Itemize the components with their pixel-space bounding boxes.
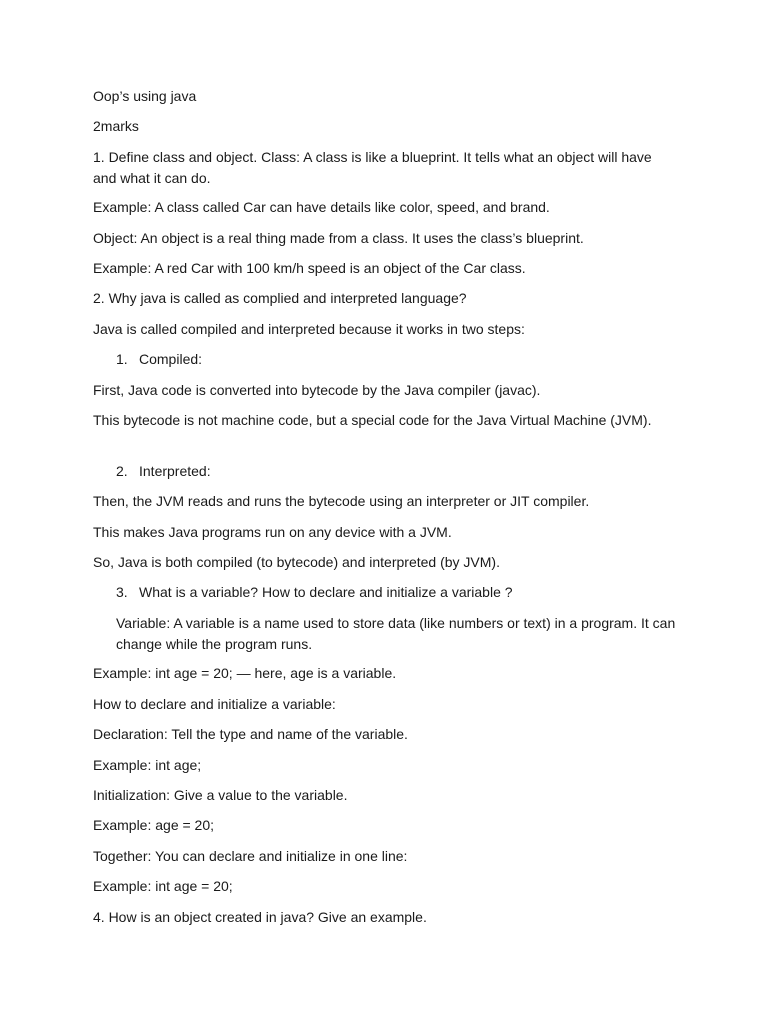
step1-line2: This bytecode is not machine code, but a special code for the Java Virtual Machine (JVM). (93, 412, 652, 428)
q2-heading: 2. Why java is called as complied and interpreted language? (93, 290, 467, 306)
section-heading: 2marks (93, 118, 139, 134)
q2-summary: So, Java is both compiled (to bytecode) and interpreted (by JVM). (93, 554, 500, 570)
q3-heading: What is a variable? How to declare and initialize a variable ? (139, 584, 513, 600)
q1-object-example: Example: A red Car with 100 km/h speed is an object of the Car class. (93, 260, 526, 276)
document-title: Oop’s using java (93, 88, 197, 104)
q1-object-definition: Object: An object is a real thing made from a class. It uses the class’s blueprint. (93, 230, 584, 246)
step1-label: Compiled: (139, 351, 203, 367)
q3-declaration-example: Example: int age; (93, 757, 202, 773)
q3-together-example: Example: int age = 20; (93, 878, 233, 894)
q1-class-example: Example: A class called Car can have details like color, speed, and brand. (93, 199, 550, 215)
q3-howto: How to declare and initialize a variable: (93, 696, 336, 712)
step2-line1: Then, the JVM reads and runs the bytecode using an interpreter or JIT compiler. (93, 493, 590, 509)
step1-line1: First, Java code is converted into bytecode by the Java compiler (javac). (93, 382, 541, 398)
q3-together: Together: You can declare and initialize in one line: (93, 848, 408, 864)
q1-heading: 1. Define class and object. Class: A class is like a blueprint. It tells what an object will have and what it can do. (93, 149, 652, 186)
q3-initialization-example: Example: age = 20; (93, 817, 215, 833)
q3-variable-definition: Variable: A variable is a name used to store data (like numbers or text) in a program. It can change while the program runs. (116, 615, 676, 652)
list-number-2: 2. (116, 463, 128, 479)
q2-intro: Java is called compiled and interpreted because it works in two steps: (93, 321, 525, 337)
list-number-3: 3. (116, 584, 128, 600)
list-number-1: 1. (116, 351, 128, 367)
q4-heading: 4. How is an object created in java? Give an example. (93, 909, 427, 925)
q3-declaration: Declaration: Tell the type and name of the variable. (93, 726, 408, 742)
q3-example: Example: int age = 20; — here, age is a variable. (93, 665, 397, 681)
step2-line2: This makes Java programs run on any device with a JVM. (93, 524, 452, 540)
q3-initialization: Initialization: Give a value to the variable. (93, 787, 348, 803)
step2-label: Interpreted: (139, 463, 211, 479)
